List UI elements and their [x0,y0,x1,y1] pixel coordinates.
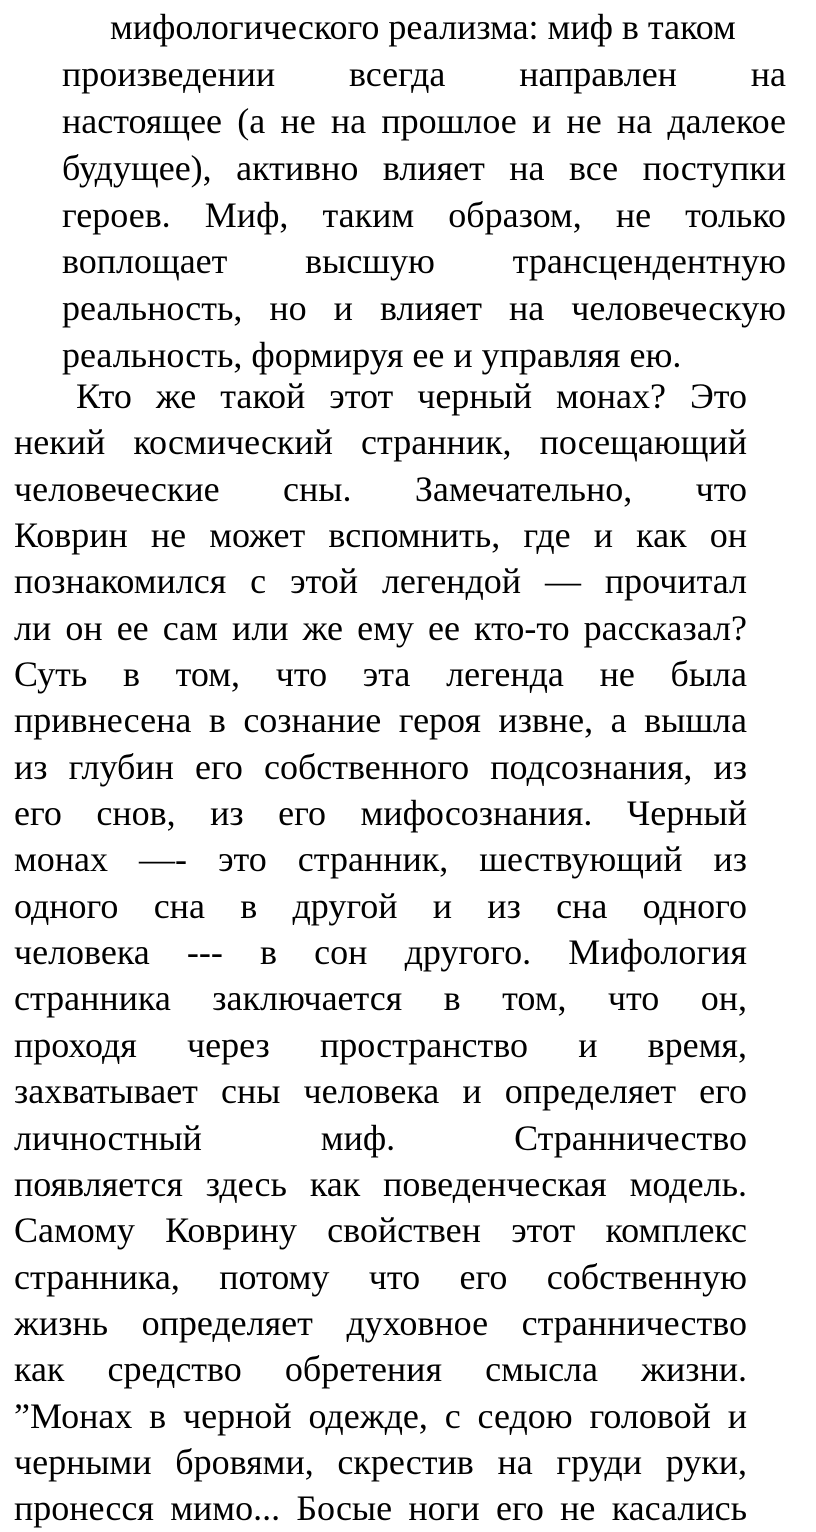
text-line: Суть в том, что эта легенда не была [14,654,747,695]
text-line: одного сна в другой и из сна одного [14,885,747,926]
text-line: произведении всегда направлен на [62,53,786,94]
text-line: Кто же такой этот черный монах? Это [76,376,747,416]
text-line: странника, потому что его собственную [14,1256,747,1297]
text-line: человеческие сны. Замечательно, что [14,468,747,509]
text-line: привнесена в сознание героя извне, а вышла [14,700,747,741]
text-line: реальность, но и влияет на человеческую [62,288,786,329]
text-line: из глубин его собственного подсознания, из [14,746,747,787]
text-line: ли он ее сам или же ему ее кто-то рассказал? [14,607,747,648]
text-line: реальность, формируя ее и управляя ею. [62,335,682,376]
text-line: странника заключается в том, что он, [14,978,747,1019]
text-line: его снов, из его мифосознания. Черный [14,793,747,834]
text-line: жизнь определяет духовное странничество [14,1302,747,1343]
text-line: как средство обретения смысла жизни. [14,1349,747,1390]
text-line: человека --- в сон другого. Мифология [14,932,747,973]
text-line: ”Монах в черной одежде, с седою головой и [14,1395,747,1436]
body-paragraph [14,373,747,1532]
text-line: некий космический странник, посещающий [14,422,747,463]
text-line: познакомился с этой легендой — прочитал [14,561,747,602]
text-line: Коврин не может вспомнить, где и как он [14,515,747,556]
text-line: проходя через пространство и время, [14,1024,747,1065]
text-line: монах —- это странник, шествующий из [14,839,747,880]
text-line: появляется здесь как поведенческая модель. [14,1163,747,1204]
text-line: мифологического реализма: миф в таком [110,7,736,47]
text-line: будущее), активно влияет на все поступки [62,147,786,188]
text-line: черными бровями, скрестив на груди руки, [14,1441,747,1482]
text-line: воплощает высшую трансцендентную [62,241,786,282]
text-line: захватывает сны человека и определяет его [14,1071,747,1112]
quoted-paragraph [62,4,786,379]
text-line: героев. Миф, таким образом, не только [62,194,786,235]
text-line: настоящее (а не на прошлое и не на далекое [62,100,786,141]
text-line: Самому Коврину свойствен этот комплекс [14,1210,747,1251]
text-line: пронесся мимо... Босые ноги его не касались [14,1488,747,1529]
text-line: личностный миф. Странничество [14,1117,747,1158]
